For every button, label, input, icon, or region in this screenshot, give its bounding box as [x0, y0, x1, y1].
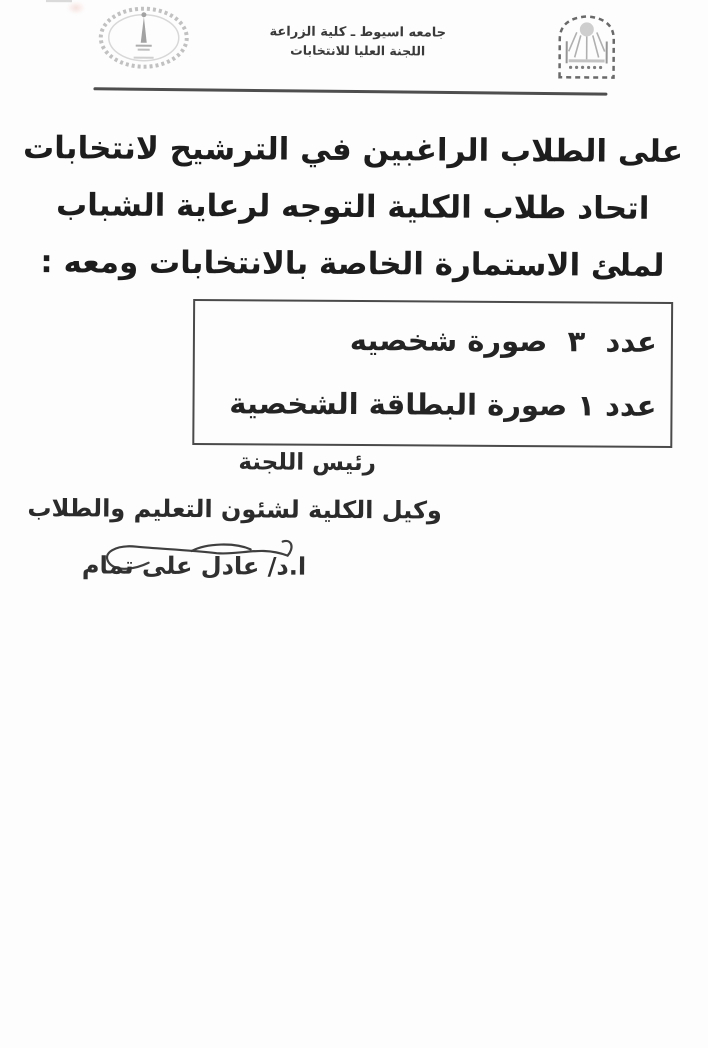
- signature-role-vice-dean: وكيل الكلية لشئون التعليم والطلاب: [27, 494, 442, 525]
- announcement-line-1: على الطلاب الراغبين في الترشيح لانتخابات: [22, 129, 684, 171]
- letterhead: [238, 23, 478, 59]
- announcement-text: [12, 120, 693, 295]
- announcement-line-3: لملئ الاستمارة الخاصة بالانتخابات ومعه :: [40, 244, 665, 284]
- university-seal-icon: [97, 4, 191, 71]
- header-divider: [93, 87, 607, 95]
- faculty-emblem-icon: [555, 11, 619, 81]
- requirement-item-photos: عدد ٣ صورة شخصيه: [349, 322, 658, 359]
- requirement-item-id-copy: عدد ١ صورة البطاقة الشخصية: [229, 386, 657, 423]
- committee-name: اللجنة العليا للانتخابات: [290, 42, 426, 59]
- scan-artifact-mark: [46, 0, 72, 2]
- scan-artifact-smudge: [67, 1, 85, 14]
- announcement-line-2: اتحاد طلاب الكلية التوجه لرعاية الشباب: [55, 187, 650, 227]
- signatory-name: ا.د/ عادل على تمام: [81, 551, 307, 581]
- requirements-box: [192, 299, 673, 448]
- signature-role-chairman: رئيس اللجنة: [238, 449, 377, 477]
- org-name: جامعه اسيوط ـ كلية الزراعة: [269, 24, 447, 41]
